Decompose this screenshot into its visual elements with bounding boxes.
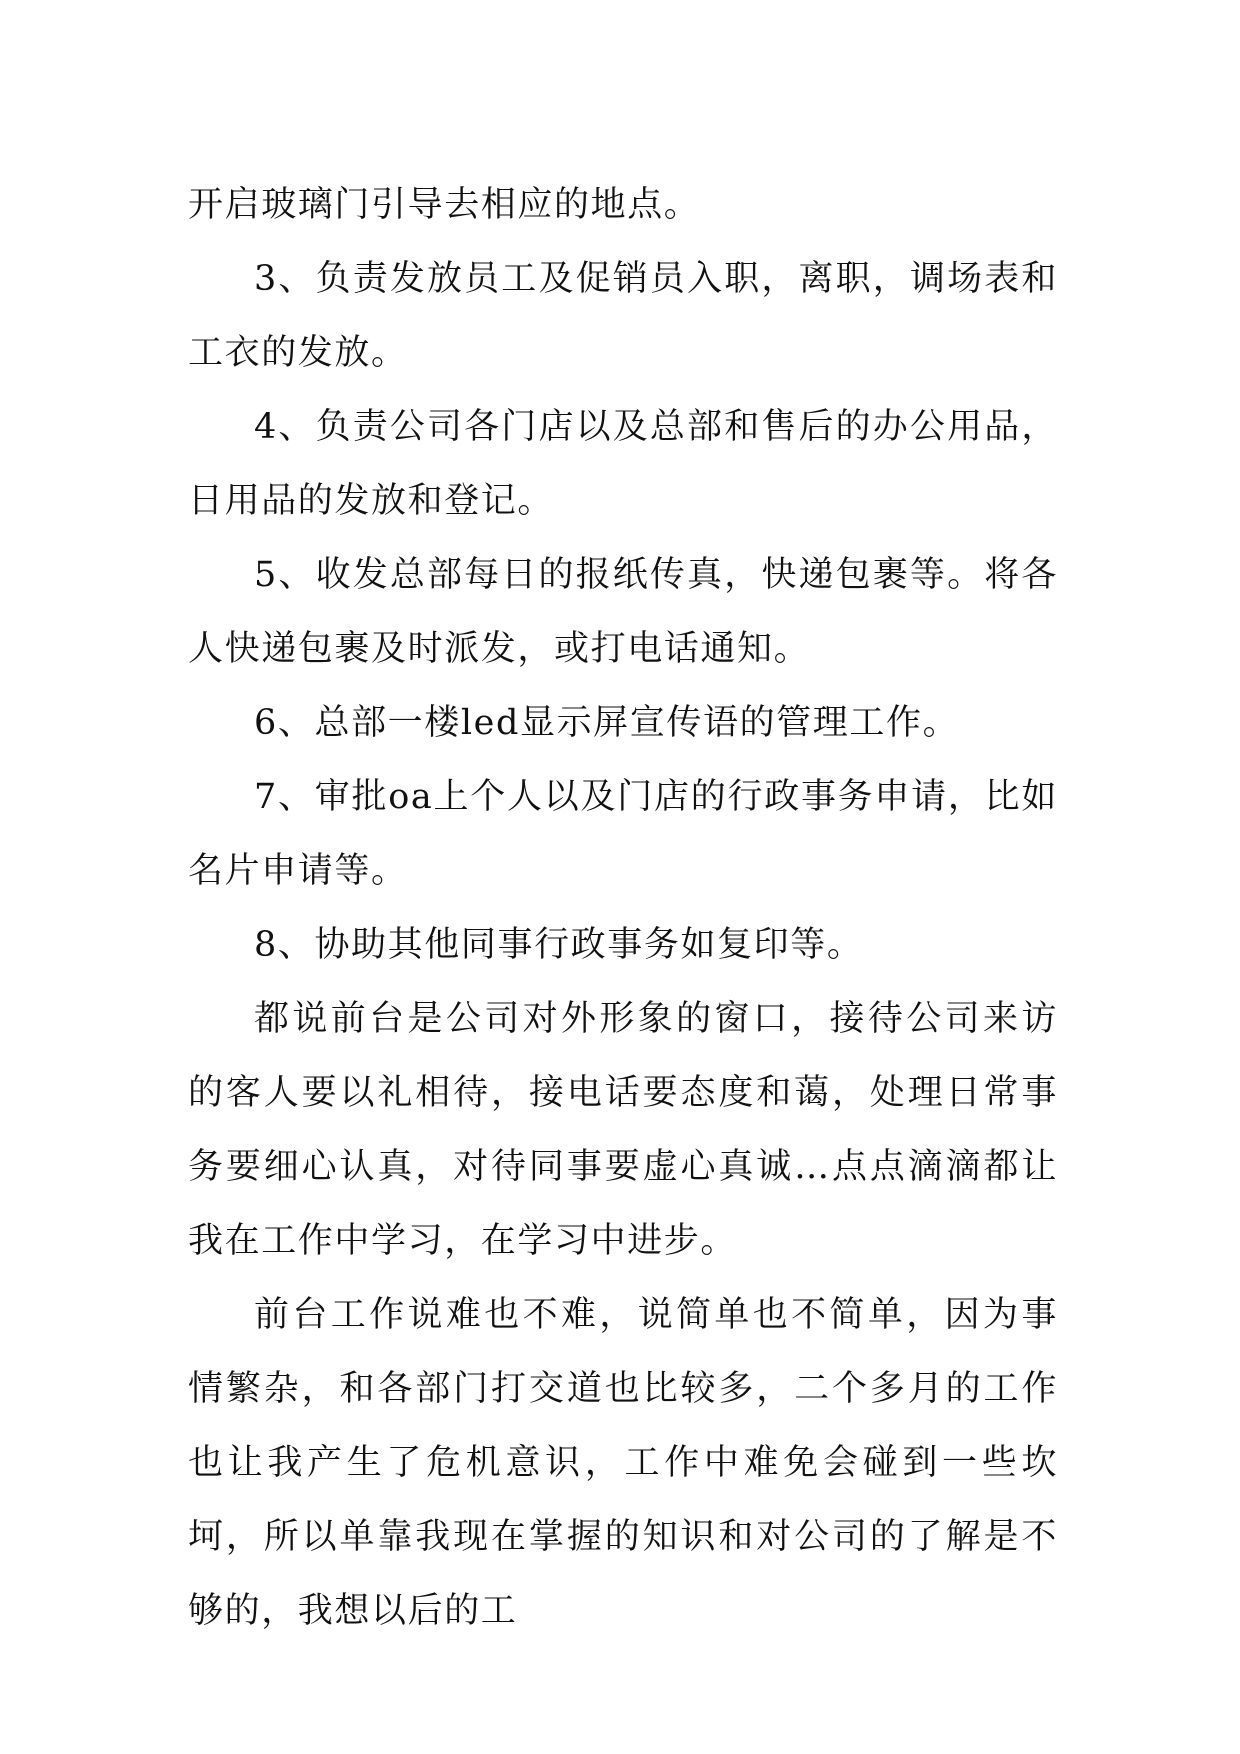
paragraph-reception-work: 前台工作说难也不难，说简单也不简单，因为事情繁杂，和各部门打交道也比较多，二个多月的工作也让我产生了危机意识，工作中难免会碰到一些坎坷，所以单靠我现在掌握的知识和对公司的了解是不够的，我想以后的工 <box>188 1295 1058 1631</box>
paragraph-item-4: 4、负责公司各门店以及总部和售后的办公用品，日用品的发放和登记。 <box>188 407 1058 521</box>
document-body <box>188 168 1058 1648</box>
paragraph-reception-window: 都说前台是公司对外形象的窗口，接待公司来访的客人要以礼相待，接电话要态度和蔼，处理日常事务要细心认真，对待同事要虚心真诚…点点滴滴都让我在工作中学习，在学习中进步。 <box>188 999 1058 1261</box>
paragraph-item-5: 5、收发总部每日的报纸传真，快递包裹等。将各人快递包裹及时派发，或打电话通知。 <box>188 555 1058 669</box>
paragraph-item-3: 3、负责发放员工及促销员入职，离职，调场表和工衣的发放。 <box>188 259 1058 373</box>
paragraph-continuation: 开启玻璃门引导去相应的地点。 <box>188 185 701 225</box>
paragraph-item-7: 7、审批oa上个人以及门店的行政事务申请，比如名片申请等。 <box>188 777 1058 891</box>
paragraph-item-8: 8、协助其他同事行政事务如复印等。 <box>254 925 864 965</box>
paragraph-item-6: 6、总部一楼led显示屏宣传语的管理工作。 <box>254 703 960 743</box>
